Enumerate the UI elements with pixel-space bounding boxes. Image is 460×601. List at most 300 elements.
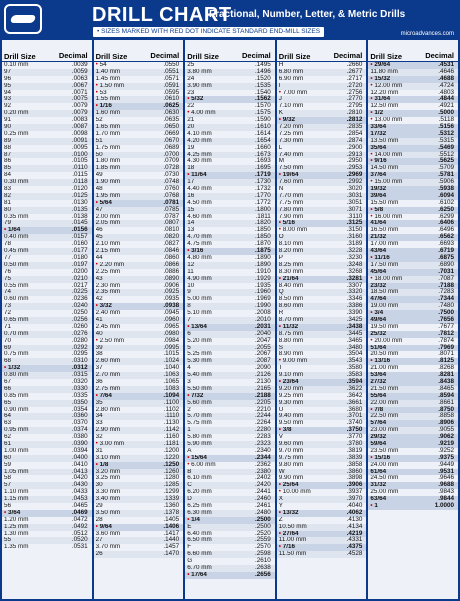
decimal-cell: .0071 (71, 88, 88, 96)
decimal-cell: .0630 (163, 109, 180, 117)
end-mill-dot-icon: • (370, 310, 375, 317)
drill-size-cell: C (187, 482, 192, 489)
decimal-cell: .7500 (438, 309, 454, 317)
decimal-cell: .0413 (71, 467, 88, 475)
drill-size-cell: 7.30 mm (278, 137, 304, 144)
table-column (185, 40, 275, 599)
decimal-cell: .0354 (71, 405, 88, 413)
decimal-cell: .5315 (438, 136, 454, 144)
drill-size-cell: 6.60 mm (187, 551, 212, 558)
decimal-cell: .6250 (438, 205, 454, 213)
drill-size-cell: • 3/64 (4, 509, 21, 516)
drill-size-cell: • 31/64 (370, 96, 391, 103)
decimal-cell: .2344 (255, 453, 271, 461)
drill-size-cell: 1.80 mm (95, 158, 121, 165)
decimal-cell: .1820 (255, 219, 271, 227)
drill-size-cell: • 19/64 (278, 172, 299, 179)
end-mill-dot-icon: • (95, 199, 100, 206)
drill-size-cell: • 18.00 mm (370, 275, 403, 282)
drill-size-cell: 1.35 mm (4, 544, 29, 551)
decimal-cell: .1562 (255, 95, 271, 103)
end-mill-dot-icon: • (370, 254, 375, 261)
drill-size-cell: 17/32 (370, 130, 387, 137)
decimal-cell: .0700 (163, 150, 180, 158)
drill-size-cell: 8 (187, 303, 191, 310)
drill-size-cell: 8.70 mm (278, 316, 304, 323)
decimal-cell: .0225 (71, 288, 88, 296)
decimal-cell: .0709 (163, 157, 180, 165)
drill-size-cell: 77 (4, 254, 12, 261)
drill-size-cell: • 7/8 (370, 406, 384, 413)
decimal-cell: .0785 (163, 205, 180, 213)
decimal-cell: .0469 (71, 508, 88, 516)
end-mill-dot-icon: • (278, 117, 283, 124)
drill-size-cell: 5.10 mm (187, 310, 212, 317)
decimal-cell: .1406 (163, 522, 180, 530)
end-mill-dot-icon: • (370, 503, 375, 509)
decimal-cell: .3281 (346, 274, 363, 282)
decimal-cell: .7656 (438, 315, 454, 323)
decimal-cell: .4688 (438, 74, 454, 82)
decimal-cell: .5156 (438, 123, 454, 131)
end-mill-dot-icon: • (95, 103, 100, 110)
column-header (368, 40, 458, 62)
end-mill-dot-icon: • (187, 392, 192, 399)
drill-size-cell: 45/64 (370, 268, 387, 275)
drill-size-cell: • 7/64 (95, 392, 112, 399)
decimal-cell: .0039 (71, 61, 88, 68)
header-drill-size: Drill Size (95, 51, 128, 61)
drill-size-cell: 31 (95, 447, 103, 454)
decimal-cell: .1417 (163, 529, 180, 537)
decimal-cell: .0886 (163, 267, 180, 275)
decimal-cell: .3071 (346, 205, 363, 213)
decimal-cell: .1496 (255, 67, 271, 75)
decimal-cell: .1440 (163, 536, 180, 544)
drill-size-cell: 1.70 mm (95, 130, 121, 137)
decimal-cell: .0350 (71, 398, 88, 406)
end-mill-dot-icon: • (278, 489, 283, 496)
drill-size-cell: 6.30 mm (187, 509, 212, 516)
decimal-cell: .0394 (71, 446, 88, 454)
decimal-cell: .0177 (71, 247, 88, 255)
drill-size-cell: 47/64 (370, 296, 387, 303)
decimal-cell: .6094 (438, 191, 454, 199)
website-label: microadvances.com (400, 31, 454, 37)
decimal-cell: .3622 (346, 384, 363, 392)
decimal-cell: .2055 (255, 343, 271, 351)
drill-size-cell: • 5/8 (370, 206, 384, 213)
drill-size-cell: Z (278, 516, 283, 523)
end-mill-dot-icon: • (95, 82, 100, 89)
decimal-cell: .3307 (346, 281, 363, 289)
column-header (94, 40, 184, 62)
drill-size-cell: 9.60 mm (278, 440, 304, 447)
page-title: DRILL CHART (92, 4, 232, 26)
decimal-cell: .0130 (71, 198, 88, 206)
drill-size-cell: 1.75 mm (95, 144, 121, 151)
end-mill-dot-icon: • (95, 523, 100, 530)
decimal-cell: .0310 (71, 357, 88, 365)
end-mill-dot-icon: • (278, 378, 283, 385)
drill-size-cell: U (278, 406, 284, 413)
drill-size-cell: 58 (4, 475, 12, 482)
end-mill-dot-icon: • (278, 220, 283, 227)
table-column (368, 40, 458, 599)
drill-size-cell: 63 (4, 420, 12, 427)
decimal-cell: .2188 (255, 391, 271, 399)
decimal-cell: .2717 (346, 74, 363, 82)
drill-size-cell: 60 (4, 454, 12, 461)
decimal-cell: .3642 (346, 391, 363, 399)
end-mill-dot-icon: • (370, 62, 375, 68)
drill-size-cell: 16.50 mm (370, 227, 399, 234)
drill-size-cell: 11.80 mm (370, 68, 398, 75)
drill-size-cell: • 25/64 (278, 482, 299, 489)
drill-size-cell: 6.20 mm (187, 489, 212, 496)
end-mill-dot-icon: • (187, 96, 192, 103)
header (0, 0, 460, 40)
drill-size-cell: 1.65 mm (95, 124, 121, 131)
decimal-cell: .0217 (71, 281, 88, 289)
header-drill-size: Drill Size (278, 51, 311, 61)
decimal-cell: .1065 (163, 377, 180, 385)
decimal-cell: .8465 (438, 384, 454, 392)
decimal-cell: .2010 (255, 315, 271, 323)
drill-size-cell: 67 (4, 378, 12, 385)
decimal-cell: .0079 (71, 102, 88, 110)
drill-size-cell: 0.10 mm (4, 62, 29, 68)
decimal-cell: .0260 (71, 322, 88, 330)
drill-size-cell: 39/64 (370, 192, 387, 199)
drill-size-cell: 34 (95, 413, 103, 420)
drill-size-cell: 18 (187, 165, 195, 172)
drill-size-cell: 95 (4, 82, 12, 89)
decimal-cell: .0370 (71, 419, 88, 427)
decimal-cell: .0810 (163, 226, 180, 234)
drill-size-cell: P (278, 254, 283, 261)
drill-size-cell: 2.30 mm (95, 282, 121, 289)
drill-size-cell: 26 (95, 551, 103, 558)
decimal-cell: .7188 (438, 281, 454, 289)
drill-size-cell: 0.90 mm (4, 406, 29, 413)
drill-size-cell: M (278, 158, 285, 165)
drill-size-cell: 68 (4, 358, 12, 365)
end-mill-dot-icon: • (370, 358, 375, 365)
decimal-cell: .4375 (346, 543, 363, 551)
table-row (94, 551, 184, 558)
drill-size-cell: • 13/64 (187, 323, 207, 330)
decimal-cell: .1470 (163, 550, 180, 558)
drill-size-cell: 72 (4, 310, 12, 317)
drill-size-cell: • 54 (95, 62, 107, 68)
decimal-cell: .6102 (438, 198, 454, 206)
drill-size-cell: 6 (187, 330, 191, 337)
drill-size-cell: 3.60 mm (95, 530, 121, 537)
drill-size-cell: 4.70 mm (187, 234, 212, 241)
drill-table (2, 40, 458, 599)
decimal-cell: .0980 (163, 329, 180, 337)
drill-size-cell: 1.40 mm (95, 68, 121, 75)
drill-size-cell: 21.50 mm (370, 385, 399, 392)
decimal-cell: .3020 (346, 185, 363, 193)
drill-size-cell: • 5/16 (278, 220, 296, 227)
decimal-cell: .7344 (438, 295, 454, 303)
decimal-cell: .2130 (255, 377, 271, 385)
decimal-cell: .7874 (438, 336, 454, 344)
drill-size-cell: 39 (95, 344, 103, 351)
drill-size-cell: D (187, 496, 192, 503)
drill-size-cell: 3.90 mm (187, 82, 212, 89)
drill-size-cell: H (278, 62, 284, 68)
end-mill-dot-icon: • (95, 89, 100, 96)
end-mill-dot-icon: • (187, 571, 192, 578)
drill-size-cell: 24.00 mm (370, 461, 399, 468)
drill-size-cell: • 1/8 (95, 461, 109, 468)
drill-size-cell: 4.25 mm (187, 151, 212, 158)
decimal-cell: .2969 (346, 171, 363, 179)
decimal-cell: .4134 (346, 522, 363, 530)
drill-size-cell: 15 (187, 206, 195, 213)
drill-size-cell: 2.35 mm (95, 289, 121, 296)
drill-size-cell: 2.05 mm (95, 220, 121, 227)
drill-size-cell: • 1 (370, 503, 378, 509)
end-mill-dot-icon: • (278, 275, 283, 282)
end-mill-dot-icon: • (370, 151, 375, 158)
decimal-cell: .1730 (255, 178, 271, 186)
drill-size-cell: 0.30 mm (4, 179, 29, 186)
end-mill-dot-icon: • (278, 482, 283, 489)
end-mill-dot-icon: • (278, 509, 283, 516)
drill-size-cell: • 4.00 mm (187, 110, 216, 117)
drill-size-cell: 0.55 mm (4, 282, 29, 289)
decimal-cell: .1910 (255, 267, 271, 275)
drill-size-cell: 9.50 mm (278, 420, 304, 427)
drill-size-cell: 7.60 mm (278, 179, 304, 186)
end-mill-dot-icon: • (4, 509, 8, 516)
end-mill-dot-icon: • (278, 172, 283, 179)
drill-size-cell: 1.60 mm (95, 110, 121, 117)
decimal-cell: .0935 (163, 295, 180, 303)
decimal-cell: .4531 (438, 61, 454, 68)
drill-size-cell: 25 (187, 62, 195, 68)
decimal-cell: .1990 (255, 302, 271, 310)
drill-size-cell: 0.65 mm (4, 316, 29, 323)
drill-size-cell: • 9.00 mm (278, 358, 308, 365)
decimal-cell: .1130 (163, 419, 180, 427)
decimal-cell: .2165 (255, 384, 271, 392)
decimal-cell: .0115 (72, 171, 88, 179)
decimal-cell: .1890 (255, 260, 271, 268)
table-rows (185, 62, 275, 599)
drill-size-cell: 51/64 (370, 344, 387, 351)
decimal-cell: .2810 (346, 109, 363, 117)
decimal-cell: .5118 (438, 116, 454, 124)
drill-size-cell: • 7.00 mm (278, 89, 308, 96)
decimal-cell: .0280 (71, 336, 88, 344)
decimal-cell: .0550 (163, 61, 180, 68)
decimal-cell: .8858 (438, 412, 454, 420)
decimal-cell: .1063 (163, 371, 180, 379)
drill-size-cell: 82 (4, 192, 12, 199)
drill-size-cell: 44 (95, 254, 103, 261)
drill-size-cell: • 9/64 (95, 523, 112, 530)
drill-size-cell: 61 (4, 440, 12, 447)
drill-size-cell: 46 (95, 227, 103, 234)
end-mill-dot-icon: • (278, 544, 283, 551)
drill-size-cell: 21.00 mm (370, 365, 399, 372)
drill-size-cell: • 5/64 (95, 199, 112, 206)
drill-size-cell: 33 (95, 420, 103, 427)
end-mill-dot-icon: • (95, 337, 100, 344)
drill-size-cell: 8.80 mm (278, 337, 304, 344)
decimal-cell: .5469 (438, 143, 454, 151)
end-mill-dot-icon: • (278, 530, 283, 537)
decimal-cell: .0059 (71, 67, 88, 75)
decimal-cell: .1040 (163, 364, 180, 372)
end-mill-dot-icon: • (187, 454, 192, 461)
decimal-cell: .2461 (255, 502, 271, 509)
drill-size-cell: 23 (187, 89, 195, 96)
decimal-cell: .6719 (438, 247, 454, 255)
decimal-cell: .3228 (346, 247, 363, 255)
end-mill-dot-icon: • (370, 275, 375, 282)
drill-size-cell: 49 (95, 172, 103, 179)
drill-size-cell: 1.10 mm (4, 489, 29, 496)
decimal-cell: .3031 (346, 191, 363, 199)
drill-size-cell: 11.50 mm (278, 551, 307, 558)
decimal-cell: .4062 (346, 508, 363, 516)
decimal-cell: .1673 (255, 150, 271, 158)
drill-size-cell: X (278, 496, 283, 503)
end-mill-dot-icon: • (95, 392, 100, 399)
decimal-cell: .1850 (255, 226, 271, 234)
drill-size-cell: J (278, 96, 282, 103)
decimal-cell: .8438 (438, 377, 454, 385)
decimal-cell: .1772 (255, 198, 271, 206)
decimal-cell: .6496 (438, 226, 454, 234)
drill-size-cell: 2.40 mm (95, 310, 121, 317)
drill-size-cell: • 7/32 (187, 392, 204, 399)
decimal-cell: .1378 (163, 508, 180, 516)
decimal-cell: .0063 (71, 74, 88, 82)
drill-size-cell: 0.75 mm (4, 351, 29, 358)
end-mill-dot-icon: • (95, 261, 100, 268)
decimal-cell: .1875 (255, 247, 271, 255)
drill-size-cell: • 2.50 mm (95, 337, 125, 344)
decimal-cell: .9646 (438, 474, 454, 482)
drill-size-cell: 8.75 mm (278, 330, 304, 337)
decimal-cell: .3580 (346, 364, 363, 372)
decimal-cell: .0087 (71, 123, 88, 131)
decimal-cell: .2280 (255, 426, 271, 434)
drill-size-cell: 5.70 mm (187, 413, 212, 420)
decimal-cell: .2067 (255, 350, 271, 358)
drill-size-cell: 81 (4, 199, 12, 206)
decimal-cell: .2835 (346, 123, 363, 131)
drill-size-cell: • 3.00 mm (95, 440, 125, 447)
drill-size-cell: 8.40 mm (278, 282, 304, 289)
decimal-cell: .0105 (71, 157, 88, 165)
decimal-cell: .3583 (346, 371, 363, 379)
end-mill-dot-icon: • (95, 461, 100, 468)
drill-size-cell: 6.50 mm (187, 537, 212, 544)
drill-size-cell: 1.20 mm (4, 516, 29, 523)
decimal-cell: .0965 (163, 322, 180, 330)
drill-size-cell: 4.80 mm (187, 254, 212, 261)
decimal-cell: .3970 (346, 495, 363, 503)
drill-size-cell: 30 (95, 482, 103, 489)
drill-size-cell: W (278, 468, 285, 475)
decimal-cell: .0180 (71, 253, 88, 261)
drill-size-cell: 18.50 mm (370, 289, 399, 296)
decimal-cell: .5906 (438, 178, 454, 186)
decimal-cell: .0145 (71, 219, 88, 227)
drill-size-cell: 87 (4, 151, 12, 158)
drill-size-cell: 5.75 mm (187, 420, 212, 427)
decimal-cell: .2441 (255, 488, 271, 496)
decimal-cell: .0433 (71, 488, 88, 496)
drill-size-cell: G (187, 558, 193, 565)
end-mill-dot-icon: • (370, 337, 375, 344)
drill-size-cell: 0.80 mm (4, 372, 29, 379)
drill-size-cell: 13 (187, 227, 195, 234)
decimal-cell: .2770 (346, 95, 363, 103)
decimal-cell: .0295 (71, 350, 88, 358)
drill-size-cell: 5.40 mm (187, 372, 212, 379)
header-decimal: Decimal (242, 51, 271, 60)
decimal-cell: .3346 (346, 295, 363, 303)
decimal-cell: .0276 (71, 329, 88, 337)
decimal-cell: .3386 (346, 302, 363, 310)
decimal-cell: .2380 (255, 467, 271, 475)
decimal-cell: .2656 (255, 570, 271, 578)
drill-size-cell: 4.40 mm (187, 186, 212, 193)
decimal-cell: .9449 (438, 460, 454, 468)
decimal-cell: .1260 (163, 467, 180, 475)
decimal-cell: .7283 (438, 288, 454, 296)
decimal-cell: .2244 (255, 412, 271, 420)
decimal-cell: .0360 (71, 412, 88, 420)
drill-size-cell: 17.50 mm (370, 261, 399, 268)
drill-size-cell: 2.10 mm (95, 241, 121, 248)
drill-size-cell: 22.00 mm (370, 399, 399, 406)
drill-size-cell: 9.70 mm (278, 447, 304, 454)
drill-size-cell: 2.60 mm (95, 358, 121, 365)
drill-size-cell: 12.50 mm (370, 103, 399, 110)
drill-size-cell: 35 (95, 399, 103, 406)
decimal-cell: .2913 (346, 150, 363, 158)
drill-size-cell: O (278, 234, 284, 241)
decimal-cell: .9844 (438, 495, 454, 503)
decimal-cell: .3701 (346, 412, 363, 420)
decimal-cell: .1570 (255, 102, 271, 110)
header-decimal: Decimal (333, 51, 363, 60)
drill-size-cell: 8.10 mm (278, 241, 304, 248)
drill-size-cell: 1.45 mm (95, 75, 121, 82)
decimal-cell: .2283 (255, 433, 271, 441)
decimal-cell: .2420 (255, 481, 271, 489)
end-mill-dot-icon: • (370, 75, 375, 82)
drill-size-cell: V (278, 434, 283, 441)
decimal-cell: .2205 (255, 398, 271, 406)
decimal-cell: .9375 (438, 453, 454, 461)
drill-size-cell: Q (278, 289, 284, 296)
decimal-cell: .3819 (346, 446, 363, 454)
drill-size-cell: 20 (187, 124, 195, 131)
end-mill-dot-icon: • (370, 206, 375, 213)
drill-size-cell: 1.15 mm (4, 496, 29, 503)
